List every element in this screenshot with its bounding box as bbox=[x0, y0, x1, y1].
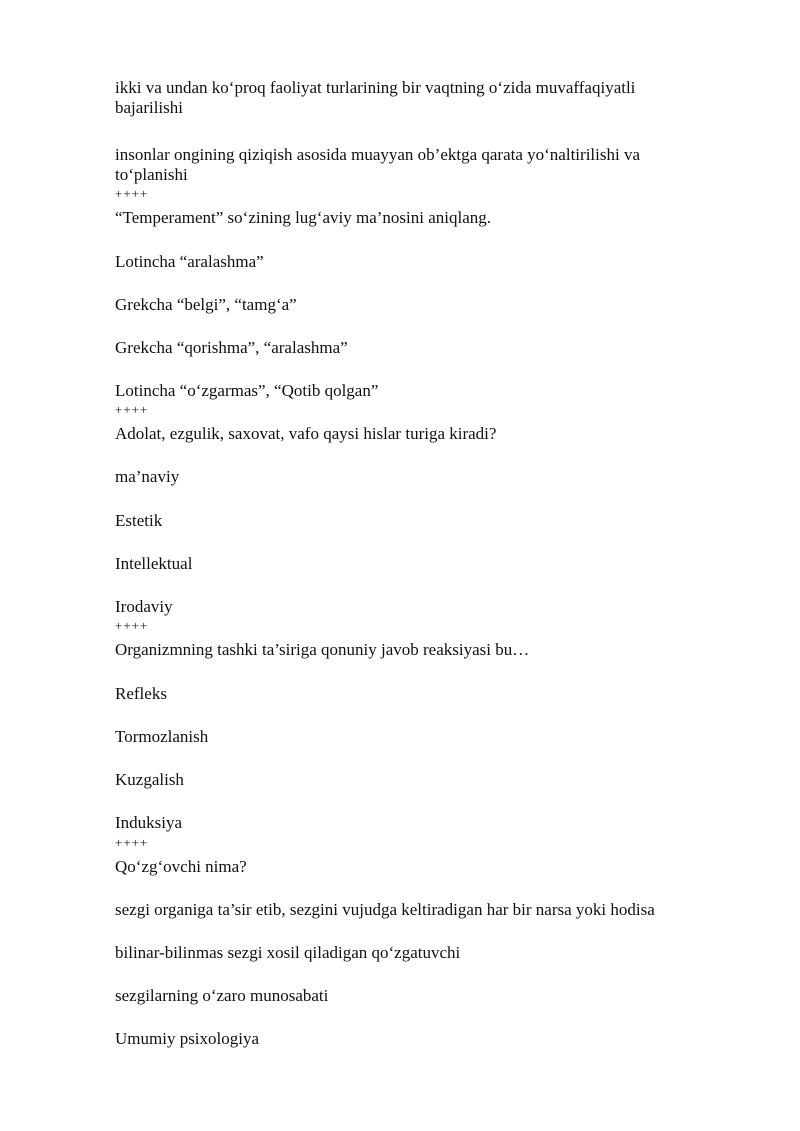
answer-option: sezgilarning o‘zaro munosabati bbox=[115, 986, 329, 1005]
answer-option: Tormozlanish bbox=[115, 727, 209, 746]
answer-option: Kuzgalish bbox=[115, 770, 184, 789]
answer-option: Grekcha “qorishma”, “aralashma” bbox=[115, 338, 348, 357]
question-separator: ++++ bbox=[115, 618, 149, 633]
question-text: Adolat, ezgulik, saxovat, vafo qaysi hislar turiga kiradi? bbox=[115, 424, 497, 443]
question-text: Organizmning tashki ta’siriga qonuniy javob reaksiyasi bu… bbox=[115, 640, 530, 659]
question-separator: ++++ bbox=[115, 402, 149, 417]
answer-option: bilinar-bilinmas sezgi xosil qiladigan qo‘zgatuvchi bbox=[115, 943, 461, 962]
question-separator: ++++ bbox=[115, 186, 149, 201]
answer-option: sezgi organiga ta’sir etib, sezgini vujudga keltiradigan har bir narsa yoki hodisa bbox=[115, 900, 655, 919]
answer-option: Lotincha “o‘zgarmas”, “Qotib qolgan” bbox=[115, 381, 379, 400]
question-separator: ++++ bbox=[115, 835, 149, 850]
answer-option: Estetik bbox=[115, 511, 163, 530]
question-text: Qo‘zg‘ovchi nima? bbox=[115, 857, 247, 876]
answer-option: ma’naviy bbox=[115, 467, 180, 486]
answer-option: Grekcha “belgi”, “tamg‘a” bbox=[115, 295, 297, 314]
answer-option: Umumiy psixologiya bbox=[115, 1029, 260, 1048]
answer-option: ikki va undan ko‘proq faoliyat turlarining bir vaqtning o‘zida muvaffaqiyatli bajarilishi bbox=[115, 78, 636, 117]
question-text: “Temperament” so‘zining lug‘aviy ma’nosini aniqlang. bbox=[115, 208, 492, 227]
answer-option: Irodaviy bbox=[115, 597, 173, 616]
answer-option: Intellektual bbox=[115, 554, 193, 573]
answer-option: insonlar ongining qiziqish asosida muayyan ob’ektga qarata yo‘naltirilishi va to‘planishi bbox=[115, 145, 640, 184]
answer-option: Refleks bbox=[115, 684, 167, 703]
answer-option: Induksiya bbox=[115, 813, 183, 832]
answer-option: Lotincha “aralashma” bbox=[115, 252, 264, 271]
